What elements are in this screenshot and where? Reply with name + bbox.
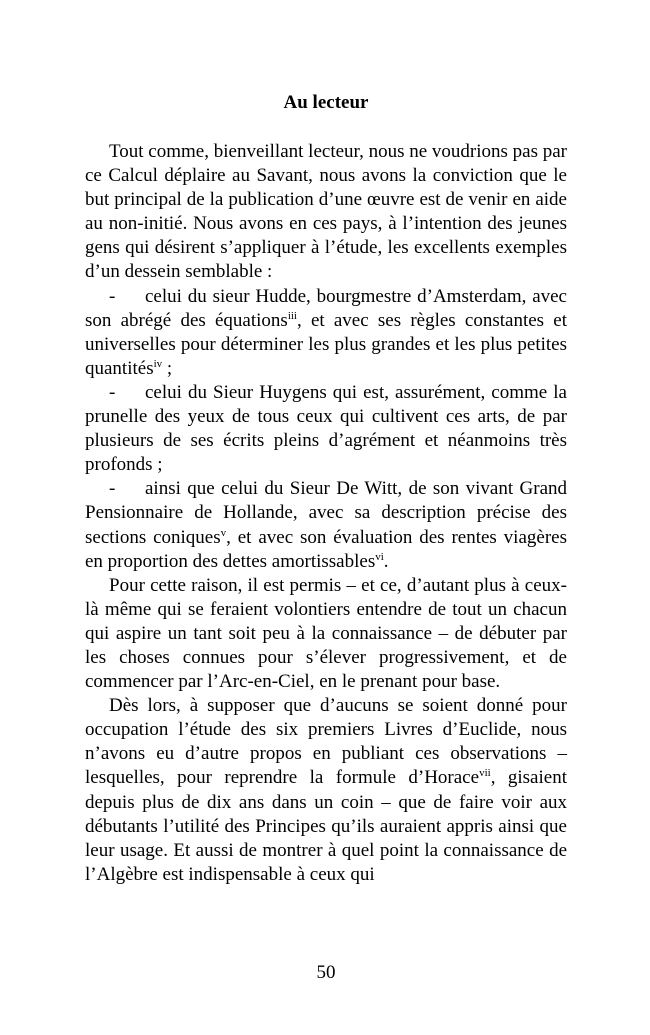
list-dash: - [109, 478, 116, 500]
list-item-text: , et avec son évaluation des rentes viagères en proportion des dettes amortissables [85, 526, 567, 572]
paragraph-euclid [85, 694, 567, 887]
footnote-ref-v[interactable]: v [220, 526, 227, 539]
list-item-text: ; [162, 357, 173, 379]
list-item-text: celui du Sieur Huygens qui est, assurément, comme la prunelle des yeux de tous ceux qui cultivent ces arts, de par plusieurs de ses écrits pleins d’agrément et néanmoins très profonds ; [85, 381, 567, 476]
paragraph-intro: Tout comme, bienveillant lecteur, nous ne voudrions pas par ce Calcul déplaire au Savant, nous avons la conviction que le but principal de la publication d’une œuvre est de venir en aide au non-initié. Nous avons en ces pays, à l’intention des jeunes gens qui désirent s’appliquer à l’étude, les excellents exemples d’un dessein semblable : [85, 141, 568, 283]
paragraph-reason: Pour cette raison, il est permis – et ce, d’autant plus à ceux-là même qui se feraient volontiers entendre de tout un chacun qui aspire un tant soit peu à la connaissance – de débuter par les choses connues pour s’élever progressivement, et de commencer par l’Arc-en-Ciel, en le prenant pour base. [85, 574, 567, 693]
list-item-de-witt [85, 477, 567, 573]
list-item-text: ainsi que celui du Sieur De Witt, de son vivant Grand Pensionnaire de Hollande, avec sa description précise des sections coniques [85, 478, 567, 548]
list-dash: - [109, 285, 116, 307]
footnote-ref-vi[interactable]: vi [375, 550, 384, 563]
list-item-text: . [383, 550, 389, 572]
list-dash: - [109, 381, 116, 403]
footnote-ref-iii[interactable]: iii [287, 309, 297, 322]
body-text [85, 140, 567, 887]
footnote-ref-iv[interactable]: iv [153, 357, 163, 370]
page-number: 50 [316, 962, 336, 983]
list-item-text: celui du sieur Hudde, bourgmestre d’Amsterdam, avec son abrégé des équations [85, 285, 567, 331]
paragraph-text: , gisaient depuis plus de dix ans dans un coin – que de faire voir aux débutants l’utilité des Principes qu’ils auraient appris ainsi que leur usage. Et aussi de montrer à quel point la connaissance de l’Algèbre est indispensable à ceux qui [85, 767, 567, 885]
page-title: Au lecteur [283, 92, 369, 113]
paragraph-text: Dès lors, à supposer que d’aucuns se soient donné pour occupation l’étude des six premiers Livres d’Euclide, nous n’avons eu d’autre propos en publiant ces observations – lesquelles, pour reprendre la formule d’Horace [85, 695, 567, 789]
list-item-huygens [85, 381, 567, 477]
list-item-text: , et avec ses règles constantes et universelles pour déterminer les plus grandes et les plus petites quantités [85, 309, 567, 379]
list-item-hudde [85, 285, 567, 381]
footnote-ref-vii[interactable]: vii [479, 767, 491, 780]
